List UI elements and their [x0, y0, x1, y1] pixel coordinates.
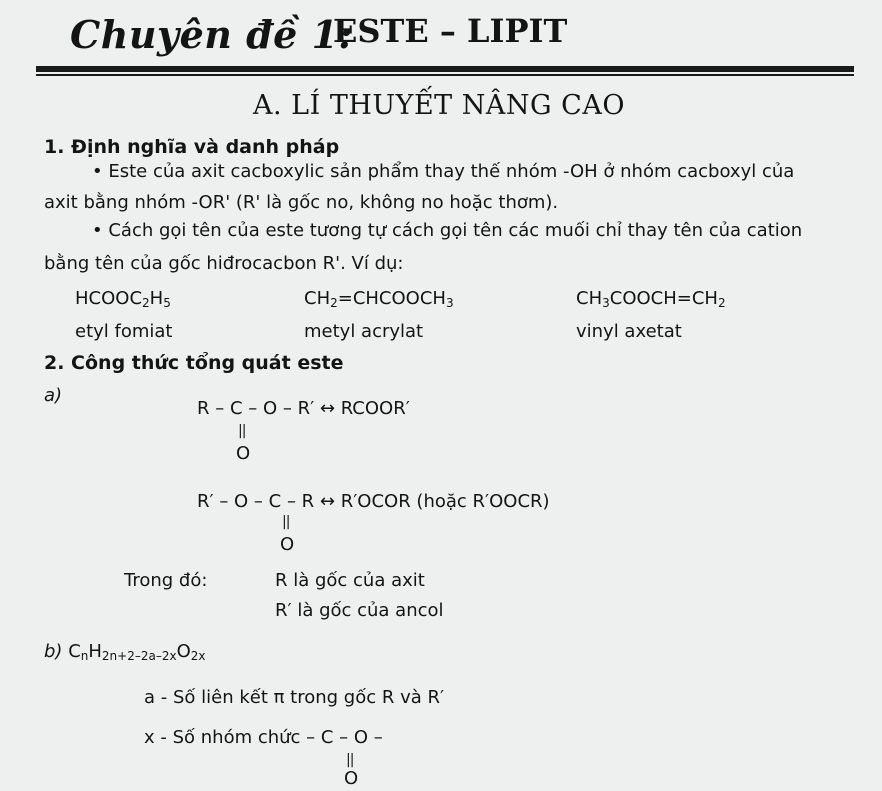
example-formula-3: $CH_3COOCH=CH_2$ — [576, 288, 726, 310]
example-formula-1: $HCOOC_2H_5$ — [75, 288, 171, 310]
where-label: Trong đó: — [124, 570, 208, 591]
example-formula-2: $CH_2=CHCOOCH_3$ — [304, 288, 454, 310]
definition-line-1: • Este của axit cacboxylic sản phẩm thay thế nhóm -OH ở nhóm cacboxyl của — [92, 161, 795, 182]
header-rule-thin — [36, 74, 854, 76]
oxygen-1: O — [236, 443, 251, 464]
ester-formula-1: R – C – O – R′ ↔ RCOOR′ — [197, 398, 410, 419]
definition-a: a - Số liên kết π trong gốc R và R′ — [144, 687, 445, 708]
where-line-2: R′ là gốc của ancol — [275, 600, 444, 621]
double-bond-1: || — [238, 423, 246, 439]
chapter-title: ESTE – LIPIT — [333, 12, 568, 50]
example-name-2: metyl acrylat — [304, 321, 424, 342]
naming-line-1: • Cách gọi tên của este tương tự cách gọi tên các muối chỉ thay tên của cation — [92, 220, 803, 241]
ester-formula-2: R′ – O – C – R ↔ R′OCOR (hoặc R′OOCR) — [197, 491, 550, 512]
general-formula: b) $C_nH_{2n+2-2a-2x}O_{2x}$ — [44, 641, 206, 663]
chapter-label: Chuyên đề 1: — [70, 12, 354, 57]
where-line-1: R là gốc của axit — [275, 570, 425, 591]
double-bond-3: || — [346, 752, 354, 768]
definition-line-2: axit bằng nhóm -OR' (R' là gốc no, không no hoặc thơm). — [44, 192, 559, 213]
example-name-3: vinyl axetat — [576, 321, 682, 342]
definition-x: x - Số nhóm chức – C – O – — [144, 727, 383, 748]
oxygen-3: O — [344, 768, 359, 789]
double-bond-2: || — [282, 514, 290, 530]
section-title: A. LÍ THUYẾT NÂNG CAO — [253, 90, 625, 121]
oxygen-2: O — [280, 534, 295, 555]
example-name-1: etyl fomiat — [75, 321, 173, 342]
part1-heading: 1. Định nghĩa và danh pháp — [44, 136, 340, 158]
naming-line-2: bằng tên của gốc hiđrocacbon R'. Ví dụ: — [44, 253, 404, 274]
header-rule-thick — [36, 66, 854, 72]
item-a-label: a) — [44, 385, 63, 406]
part2-heading: 2. Công thức tổng quát este — [44, 352, 344, 374]
